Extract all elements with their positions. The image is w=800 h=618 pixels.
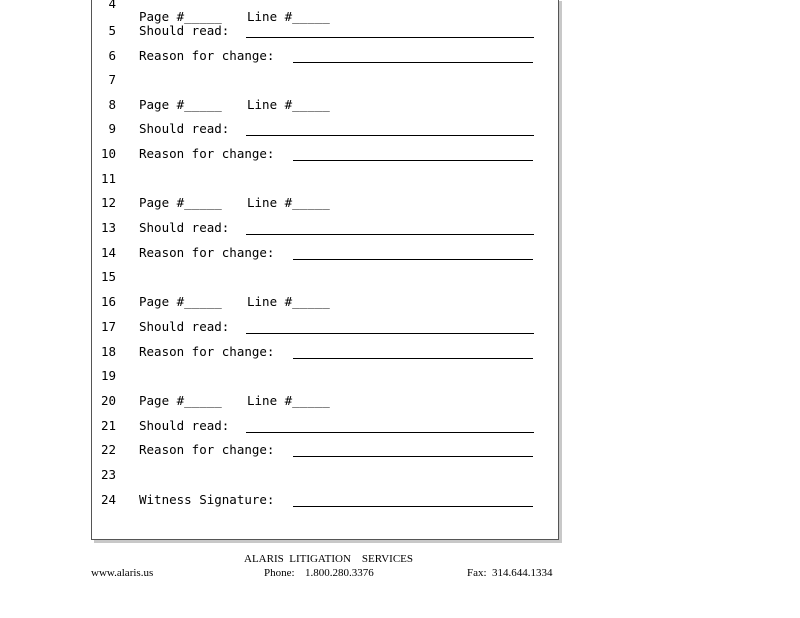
line-number: 19 — [100, 368, 116, 383]
fill-in-blank[interactable] — [293, 358, 533, 359]
line-number: 6 — [108, 48, 116, 63]
page-number-field: Page #_____ — [139, 195, 222, 210]
errata-line — [92, 172, 560, 186]
field-label: Reason for change: — [139, 146, 275, 161]
page-number-field: Page #_____ — [139, 294, 222, 309]
fill-in-blank[interactable] — [246, 234, 534, 235]
line-number: 13 — [100, 220, 116, 235]
errata-line — [92, 493, 560, 507]
fill-in-blank[interactable] — [246, 333, 534, 334]
line-number: 8 — [108, 97, 116, 112]
page-number-field: Page #_____ — [139, 393, 222, 408]
errata-line — [92, 320, 560, 334]
line-number-field: Line #_____ — [247, 97, 330, 112]
errata-line — [92, 221, 560, 235]
line-number: 5 — [108, 23, 116, 38]
line-number: 4 — [108, 0, 116, 11]
field-label: Reason for change: — [139, 442, 275, 457]
line-number: 21 — [100, 418, 116, 433]
line-number: 16 — [100, 294, 116, 309]
errata-line — [92, 345, 560, 359]
errata-line — [92, 246, 560, 260]
line-number: 12 — [100, 195, 116, 210]
line-number: 11 — [100, 171, 116, 186]
line-number: 17 — [100, 319, 116, 334]
line-number: 20 — [100, 393, 116, 408]
fill-in-blank[interactable] — [293, 62, 533, 63]
field-label: Should read: — [139, 418, 230, 433]
field-label: Reason for change: — [139, 245, 275, 260]
footer-phone: 1.800.280.3376 — [305, 567, 374, 579]
footer-website: www.alaris.us — [91, 567, 154, 579]
errata-line — [92, 196, 560, 210]
line-number: 18 — [100, 344, 116, 359]
line-number: 22 — [100, 442, 116, 457]
fill-in-blank[interactable] — [246, 432, 534, 433]
line-number: 9 — [108, 121, 116, 136]
line-number-field: Line #_____ — [247, 9, 330, 24]
line-number: 15 — [100, 269, 116, 284]
line-number-field: Line #_____ — [247, 393, 330, 408]
errata-line — [92, 270, 560, 284]
footer-fax: 314.644.1334 — [492, 567, 553, 579]
fill-in-blank[interactable] — [293, 456, 533, 457]
field-label: Should read: — [139, 319, 230, 334]
errata-line — [92, 10, 560, 24]
field-label: Reason for change: — [139, 48, 275, 63]
errata-line — [92, 468, 560, 482]
field-label: Should read: — [139, 121, 230, 136]
fill-in-blank[interactable] — [246, 37, 534, 38]
errata-line — [92, 369, 560, 383]
line-number: 23 — [100, 467, 116, 482]
errata-line — [92, 73, 560, 87]
field-label: Should read: — [139, 23, 230, 38]
line-number: 14 — [100, 245, 116, 260]
errata-line — [92, 295, 560, 309]
line-number: 10 — [100, 146, 116, 161]
field-label: Witness Signature: — [139, 492, 275, 507]
field-label: Reason for change: — [139, 344, 275, 359]
errata-line — [92, 419, 560, 433]
footer-company: ALARIS LITIGATION SERVICES — [244, 553, 414, 565]
fill-in-blank[interactable] — [293, 160, 533, 161]
fill-in-blank[interactable] — [293, 259, 533, 260]
footer-phone-label: Phone: — [264, 567, 295, 579]
errata-line — [92, 394, 560, 408]
line-number-field: Line #_____ — [247, 195, 330, 210]
errata-line — [92, 49, 560, 63]
errata-line — [92, 122, 560, 136]
errata-line — [92, 24, 560, 38]
field-label: Should read: — [139, 220, 230, 235]
page-number-field: Page #_____ — [139, 9, 222, 24]
transcript-page — [91, 0, 559, 540]
errata-line — [92, 98, 560, 112]
errata-line — [92, 443, 560, 457]
line-number: 24 — [100, 492, 116, 507]
errata-line — [92, 147, 560, 161]
footer-fax-label: Fax: — [467, 567, 487, 579]
line-number: 7 — [108, 72, 116, 87]
fill-in-blank[interactable] — [293, 506, 533, 507]
fill-in-blank[interactable] — [246, 135, 534, 136]
line-number-field: Line #_____ — [247, 294, 330, 309]
page-number-field: Page #_____ — [139, 97, 222, 112]
